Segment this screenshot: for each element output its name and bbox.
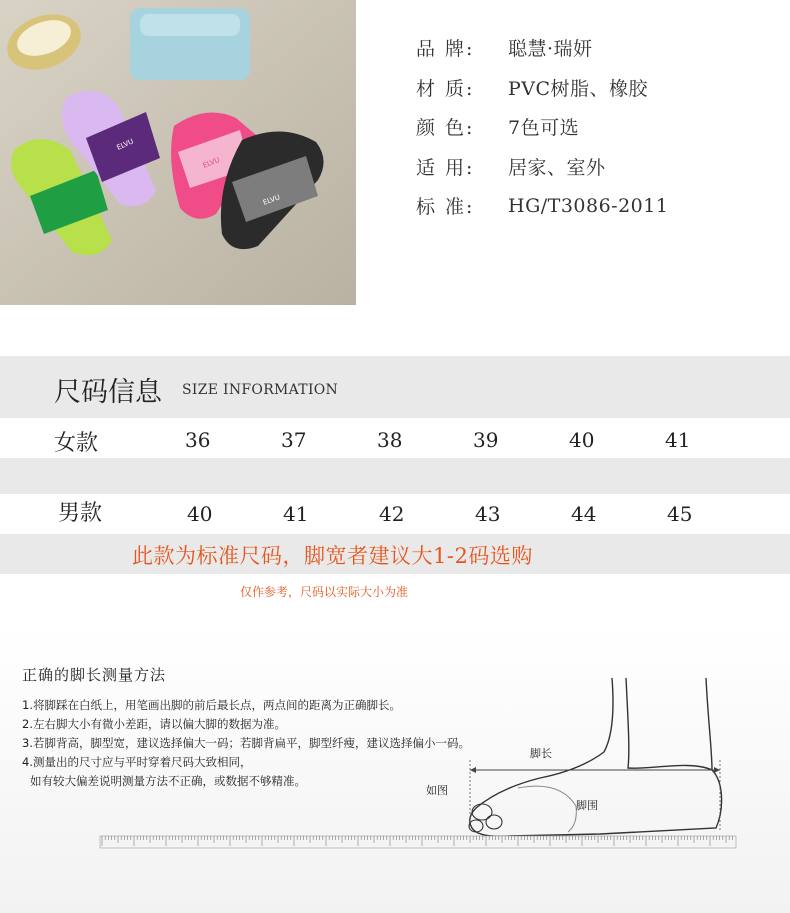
spec-key: 材 质: [416, 77, 475, 100]
size-info-header [0, 356, 790, 418]
spec-row-standard [416, 186, 668, 226]
size-cell: 41 [283, 502, 309, 526]
size-cell: 40 [187, 502, 213, 526]
leg-back-line [706, 678, 712, 770]
women-size-row [0, 420, 790, 462]
women-label: 女款 [54, 431, 99, 456]
measure-title: 正确的脚长测量方法 [22, 666, 167, 684]
ruler [100, 836, 736, 848]
measure-step: 4.测量出的尺寸应与平时穿着尺码大致相同， [22, 755, 252, 769]
row-divider-band [0, 458, 790, 496]
spec-value: HG/T3086-2011 [508, 194, 669, 217]
size-info-subtitle: SIZE INFORMATION [182, 382, 339, 398]
spec-row-usage [416, 147, 668, 187]
towel [130, 8, 250, 80]
girth-curve [518, 786, 576, 832]
spec-row-brand [416, 28, 668, 68]
spec-value: 居家、室外 [508, 156, 606, 179]
figure-label: 如图 [426, 784, 448, 797]
size-notice: 此款为标准尺码，脚宽者建议大1-2码选购 [132, 544, 533, 568]
measure-step: 如有较大偏差说明测量方法不正确，或数据不够精准。 [30, 774, 306, 788]
size-cell: 44 [571, 502, 597, 526]
foot-length-label: 脚长 [530, 747, 552, 760]
size-cell: 39 [473, 428, 499, 452]
spec-row-color [416, 107, 668, 147]
size-cell: 41 [665, 428, 691, 452]
svg-text:ELVU: ELVU [201, 155, 221, 170]
size-cell: 36 [185, 428, 211, 452]
spec-key: 品 牌: [416, 38, 475, 61]
spec-value: PVC树脂、橡胶 [508, 77, 649, 100]
size-cell: 38 [377, 428, 403, 452]
svg-text:ELVU: ELVU [115, 137, 135, 152]
spec-value: 7色可选 [508, 117, 580, 140]
spec-key: 颜 色: [416, 117, 475, 140]
men-size-row [0, 494, 790, 536]
spec-key: 标 准: [416, 196, 475, 219]
foot-girth-label: 脚围 [576, 799, 598, 812]
size-cell: 45 [667, 502, 693, 526]
size-cell: 42 [379, 502, 405, 526]
svg-text:ELVU: ELVU [261, 193, 282, 207]
size-info-title: 尺码信息 [54, 377, 162, 408]
measure-step: 3.若脚背高，脚型宽，建议选择偏大一码；若脚背扁平，脚型纤瘦，建议选择偏小一码。 [22, 736, 470, 750]
product-photo [0, 0, 356, 305]
spec-value: 聪慧·瑞妍 [508, 38, 593, 61]
size-cell: 37 [281, 428, 307, 452]
size-cell: 40 [569, 428, 595, 452]
measure-step: 2.左右脚大小有微小差距，请以偏大脚的数据为准。 [22, 717, 286, 731]
toes [469, 804, 502, 832]
foot-measure-diagram [0, 660, 790, 860]
measure-step: 1.将脚踩在白纸上，用笔画出脚的前后最长点，两点间的距离为正确脚长。 [22, 698, 401, 712]
reference-note: 仅作参考，尺码以实际大小为准 [240, 585, 409, 599]
spec-row-material [416, 68, 668, 108]
spec-key: 适 用: [416, 156, 475, 179]
slippers-illustration [0, 0, 356, 305]
size-cell: 43 [475, 502, 501, 526]
spec-list [416, 28, 668, 226]
men-label: 男款 [58, 501, 103, 526]
